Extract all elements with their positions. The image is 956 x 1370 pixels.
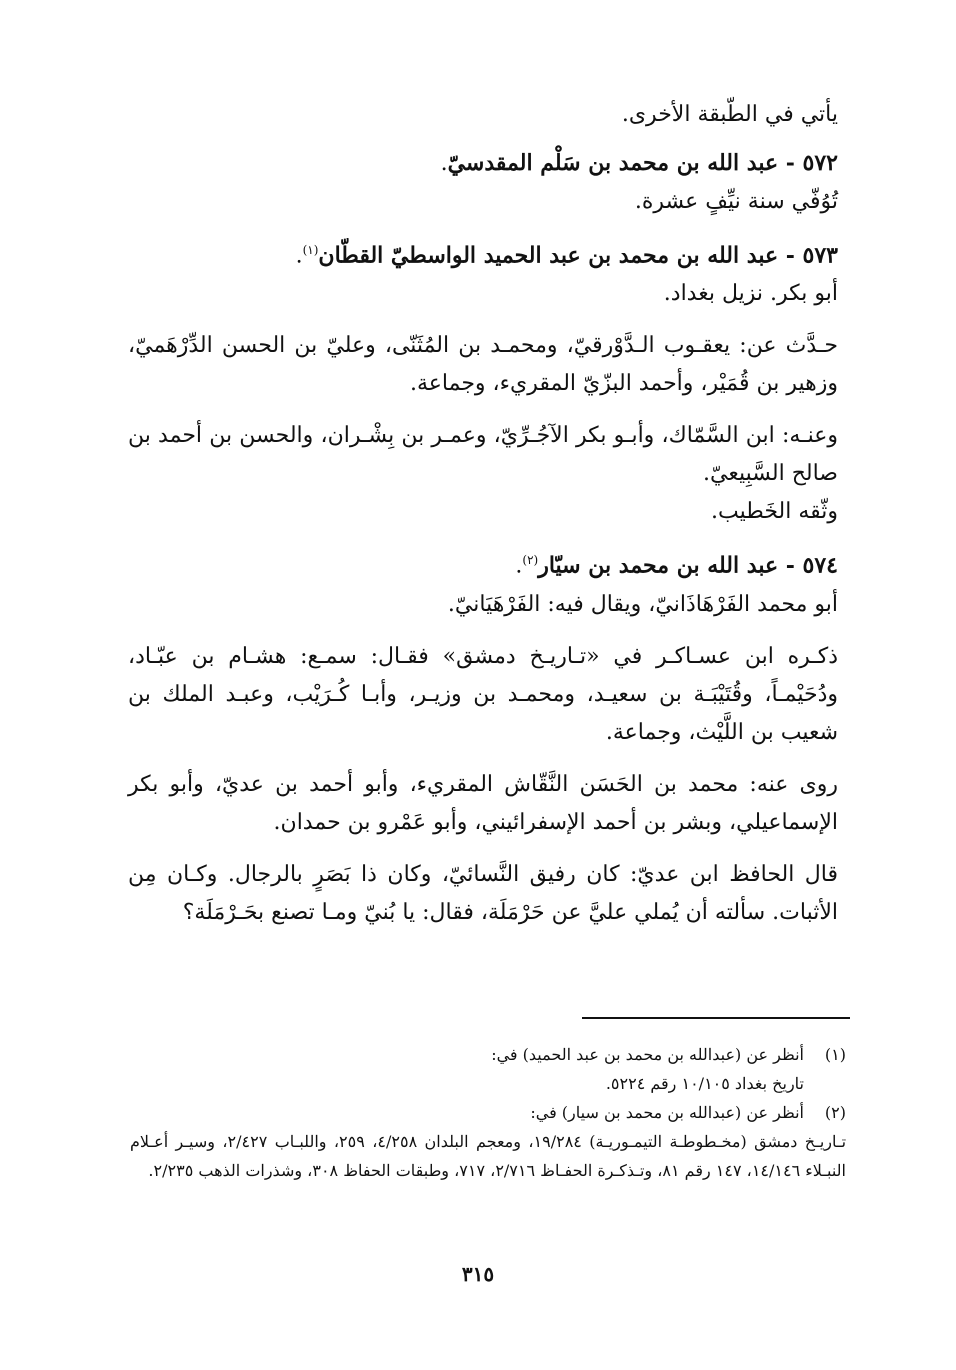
entry-573-students-paragraph: وعنـه: ابن السَّمّاك، وأبـو بكر الآجُـرِّيّ، وعمـر بن بِشْـران، والحسن بن أحمد بن صالح السَّبِيعيّ. bbox=[128, 423, 838, 487]
entry-573-tawthiq-line: وثّقه الخَطيب. bbox=[711, 499, 838, 525]
footnote-line: أنظر عن (عبدالله بن محمد بن سيار) في: bbox=[530, 1103, 804, 1122]
footnote-body bbox=[130, 1098, 804, 1127]
entry-573-kunya-line: أبو بكر. نزيل بغداد. bbox=[663, 281, 838, 307]
footnote-divider bbox=[582, 1017, 850, 1019]
footnotes bbox=[130, 1040, 846, 1185]
footnote-mark-1: (١) bbox=[302, 243, 319, 257]
footnote-line: تاريخ بغداد ١٠/١٠٥ رقم ٥٢٢٤. bbox=[605, 1074, 804, 1093]
entry-572-title bbox=[128, 144, 838, 183]
page-number: ٣١٥ bbox=[461, 1262, 495, 1286]
entry-573-teachers-paragraph: حـدَّث عن: يعقـوب الـدَّوْرقيّ، ومحمـد بن المُثَنّى، وعليّ بن الحسن الدِّرْهَميّ، وزهير بن قُمَيْر، وأحمد البزّيّ المقريء، وجماعة. bbox=[128, 333, 838, 397]
entry-574-title-text: ٥٧٤ - عبد الله بن محمد بن سيّار bbox=[538, 552, 838, 579]
entry-574-ibn-asakir-paragraph: ذكـره ابن عسـاكـر في «تـاريـخ دمشق» فقـال: سمـع: هشـام بن عبّـاد، ودُحَيْمـاً، وقُتَيْبَـة بن سعيـد، ومحمـد بن وزيـر، وأبـا كُـرَيْب، وعبـد الملك بن شعيب بن اللَّيْث، وجماعة. bbox=[128, 643, 838, 745]
entry-574-narrators-paragraph: روى عنه: محمد بن الحَسَن النَّقّاش المقريء، وأبو أحمد بن عديّ، وأبو بكر الإسماعيلي، وبشر بن أحمد الإسفرائيني، وأبو عَمْرو بن حمدان. bbox=[128, 771, 838, 835]
footnote-2-sources: تـاريـخ دمشق (مخـطوطـة التيمـوريـة) ١٩/٢٨٤، ومعجم البلدان ٤/٢٥٨، ٢٥٩، واللبـاب ٢/٤٢٧، وسيـر أعـلام النبـلاء ١٤/١٤٦، ١٤٧ رقم ٨١، وتـذكـرة الحفـاظ ٢/٧١٦، ٧١٧، وطبقات الحفاظ ٣٠٨، وشذرات الذهب ٢/٢٣٥. bbox=[130, 1132, 847, 1180]
entry-573-title-text: ٥٧٣ - عبد الله بن محمد بن عبد الحميد الواسطيّ القطّان bbox=[318, 242, 838, 269]
entry-572-title-end: . bbox=[440, 151, 448, 176]
footnote-body bbox=[130, 1040, 804, 1098]
entry-574-title bbox=[128, 541, 838, 585]
entry-574-title-end: . bbox=[515, 553, 523, 579]
footnote-2 bbox=[130, 1098, 846, 1127]
entry-572-death-line: تُوُفّي سنة نيِّفٍ عشرة. bbox=[634, 189, 838, 214]
footnote-number: (٢) bbox=[824, 1103, 846, 1122]
footnote-mark-2: (٢) bbox=[522, 553, 539, 568]
entry-572-title-text: ٥٧٢ - عبد الله بن محمد بن سَلْم المقدسيّ bbox=[447, 150, 838, 176]
footnote-1 bbox=[130, 1040, 846, 1098]
main-text bbox=[128, 96, 838, 932]
continuation-line: يأتي في الطّبقة الأخرى. bbox=[621, 102, 838, 127]
entry-574-ibn-adi-paragraph: قال الحافظ ابن عديّ: كان رفيق النَّسائيّ، وكان ذا بَصَرٍ بالرجال. وكـان مِن الأثبات. سألته أن يُملي عليَّ عن حَرْمَلَة، فقال: يا بُنيّ ومـا تصنع بحَـرْمَلَة؟ bbox=[128, 861, 838, 925]
entry-573-title bbox=[128, 231, 838, 275]
footnote-number: (١) bbox=[824, 1045, 846, 1064]
entry-573-title-end: . bbox=[295, 243, 303, 269]
entry-574-kunya-line: أبو محمد الفَرْهَاذَانيّ، ويقال فيه: الفَرْهَيَانيّ. bbox=[447, 591, 838, 617]
footnote-line: أنظر عن (عبدالله بن محمد بن عبد الحميد) في: bbox=[491, 1045, 804, 1064]
